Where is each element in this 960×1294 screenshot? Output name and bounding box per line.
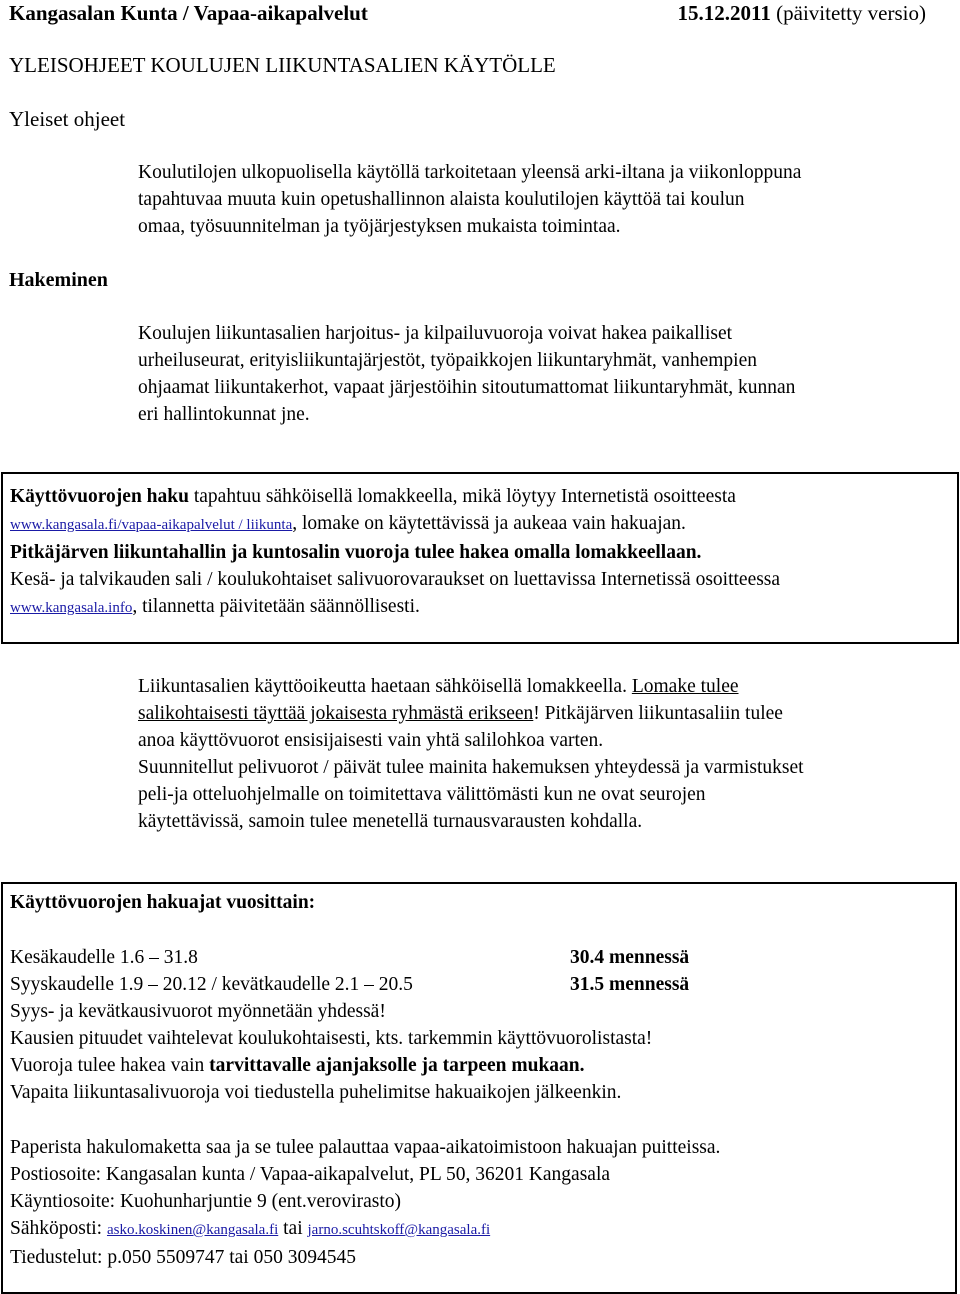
date-note: (päivitetty versio) (770, 1, 926, 25)
note-1: Syys- ja kevätkausivuorot myönnetään yhdessä! (10, 1001, 386, 1022)
kangasala-info-link[interactable]: www.kangasala.info (10, 600, 133, 616)
usage-underlined-1: Lomake tulee (631, 676, 739, 697)
applying-heading: Hakeminen (9, 269, 108, 291)
document-title: YLEISOHJEET KOULUJEN LIIKUNTASALIEN KÄYTÖLLE (9, 53, 556, 77)
kangasala-liikunta-link[interactable]: www.kangasala.fi/vapaa-aikapalvelut / liikunta (10, 517, 293, 533)
usage-line-1-text: Liikuntasalien käyttöoikeutta haetaan sähköisellä lomakkeella. (138, 676, 632, 697)
email-separator: tai (278, 1218, 308, 1239)
document-date (678, 0, 926, 28)
online-application-box (1, 472, 959, 644)
note-2: Kausien pituudet vaihtelevat koulukohtaisesti, kts. tarkemmin käyttövuorolistasta! (10, 1028, 653, 1049)
box1-line-2-rest: , lomake on käytettävissä ja aukeaa vain hakuajan. (292, 513, 686, 534)
contact-phone: Tiedustelut: p.050 5509747 tai 050 3094545 (10, 1247, 356, 1268)
applying-line: Koulujen liikuntasalien harjoitus- ja kilpailuvuoroja voivat hakea paikalliset (138, 323, 733, 344)
general-heading: Yleiset ohjeet (9, 107, 126, 131)
date-value: 15.12.2011 (677, 1, 771, 25)
contact-paper-form: Paperista hakulomaketta saa ja se tulee palauttaa vapaa-aikatoimistoon hakuajan puitteissa. (10, 1137, 721, 1158)
box1-line-2 (10, 510, 780, 539)
box1-line-4: Kesä- ja talvikauden sali / koulukohtaiset salivuorovaraukset on luettavissa Internetissä osoitteessa (10, 569, 781, 590)
contact-email (10, 1215, 720, 1244)
period-row-autumn-spring: Syyskaudelle 1.9 – 20.12 / kevätkaudelle 2.1 – 20.5 (10, 974, 413, 995)
usage-line-2 (138, 700, 804, 727)
usage-underlined-2: salikohtaisesti täyttää jokaisesta ryhmästä erikseen (138, 703, 534, 724)
usage-line-1 (138, 673, 804, 700)
usage-line-2-rest: ! Pitkäjärven liikuntasaliin tulee (533, 703, 783, 724)
usage-line-5: peli-ja otteluohjelmalle on toimitettava välittömästi kun ne ovat seurojen (138, 784, 706, 805)
usage-line-4: Suunnitellut pelivuorot / päivät tulee mainita hakemuksen yhteydessä ja varmistukset (138, 757, 804, 778)
deadline-summer: 30.4 mennessä (570, 947, 690, 968)
applying-line: urheiluseurat, erityisliikuntajärjestöt, työpaikkojen liikuntaryhmät, vanhempien (138, 350, 757, 371)
email-label: Sähköposti: (10, 1218, 107, 1239)
period-row-summer: Kesäkaudelle 1.6 – 31.8 (10, 947, 198, 968)
pitkajarvi-notice: Pitkäjärven liikuntahallin ja kuntosalin vuoroja tulee hakea omalla lomakkeellaan. (10, 542, 702, 563)
general-line: Koulutilojen ulkopuolisella käytöllä tarkoitetaan yleensä arki-iltana ja viikonloppuna (138, 162, 802, 183)
general-line: omaa, työsuunnitelman ja työjärjestyksen mukaista toimintaa. (138, 216, 621, 237)
box1-line-5-rest: , tilannetta päivitetään säännöllisesti. (132, 596, 420, 617)
note-3 (10, 1052, 652, 1079)
applying-line: ohjaamat liikuntakerhot, vapaat järjestöihin sitoutumattomat liikuntaryhmät, kunnan (138, 377, 796, 398)
usage-line-6: käytettävissä, samoin tulee menetellä turnausvarausten kohdalla. (138, 811, 643, 832)
application-bold: Käyttövuorojen haku (10, 486, 189, 507)
general-line: tapahtuvaa muuta kuin opetushallinnon alaista koulutilojen käyttöä tai koulun (138, 189, 745, 210)
box1-line-1-rest: tapahtuu sähköisellä lomakkeella, mikä löytyy Internetistä osoitteesta (188, 486, 736, 507)
note-4: Vapaita liikuntasalivuoroja voi tiedustella puhelimitse hakuaikojen jälkeenkin. (10, 1082, 622, 1103)
organization-header: Kangasalan Kunta / Vapaa-aikapalvelut (9, 1, 368, 25)
email-link-1[interactable]: asko.koskinen@kangasala.fi (106, 1222, 279, 1238)
box1-line-5 (10, 593, 780, 622)
box1-line-1 (10, 483, 780, 510)
note-3-bold: tarvittavalle ajanjaksolle ja tarpeen mukaan. (209, 1055, 585, 1076)
email-link-2[interactable]: jarno.scuhtskoff@kangasala.fi (307, 1222, 491, 1238)
application-periods-box (1, 882, 957, 1294)
note-3-text: Vuoroja tulee hakea vain (10, 1055, 210, 1076)
contact-postal-address: Postiosoite: Kangasalan kunta / Vapaa-aikapalvelut, PL 50, 36201 Kangasala (10, 1164, 611, 1185)
usage-paragraph (138, 673, 804, 835)
applying-line: eri hallintokunnat jne. (138, 404, 310, 425)
periods-heading: Käyttövuorojen hakuajat vuosittain: (10, 892, 316, 913)
contact-visiting-address: Käyntiosoite: Kuohunharjuntie 9 (ent.verovirasto) (10, 1191, 401, 1212)
deadline-autumn-spring: 31.5 mennessä (570, 974, 690, 995)
general-paragraph (138, 159, 801, 240)
applying-paragraph (138, 320, 795, 428)
usage-line-3: anoa käyttövuorot ensisijaisesti vain yhtä salilohkoa varten. (138, 730, 604, 751)
